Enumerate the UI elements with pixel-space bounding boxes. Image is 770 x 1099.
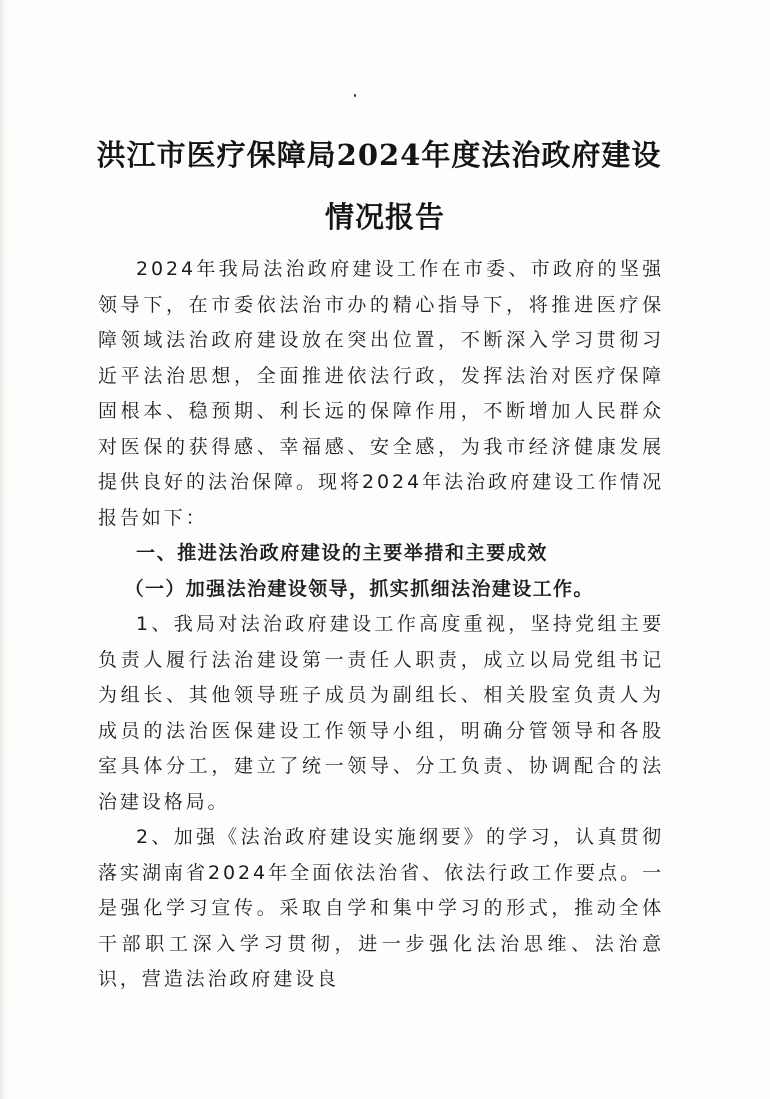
section-1-heading: 一、推进法治政府建设的主要举措和主要成效 [136,542,549,564]
subsection-1-heading: （一）加强法治建设领导，抓实抓细法治建设工作。 [124,577,594,600]
scan-speck [354,94,356,97]
intro-paragraph: 2024年我局法治政府建设工作在市委、市政府的坚强领导下，在市委依法治市办的精心指导下，将推进医疗保障领域法治政府建设放在突出位置，不断深入学习贯彻习近平法治思想，全面推进依法行政，发挥法治对医疗保障固根本、稳预期、利长远的保障作用，不断增加人民群众对医保的获得感、幸福感、安全感，为我市经济健康发展提供良好的法治保障。现将2024年法治政府建设工作情况报告如下： [98,258,664,529]
document-title-line-1: 洪江市医疗保障局2024年度法治政府建设 [96,138,662,172]
document-title-line-2: 情况报告 [324,200,445,234]
document-body [98,252,664,998]
item-2-paragraph: 2、加强《法治政府建设实施纲要》的学习，认真贯彻落实湖南省2024年全面依法治省、依法行政工作要点。一是强化学习宣传。采取自学和集中学习的形式，推动全体干部职工深入学习贯彻，进一步强化法治思维、法治意识，营造法治政府建设良 [98,826,664,990]
item-1-paragraph: 1、我局对法治政府建设工作高度重视，坚持党组主要负责人履行法治建设第一责任人职责，成立以局党组书记为组长、其他领导班子成员为副组长、相关股室负责人为成员的法治医保建设工作领导小组，明确分管领导和各股室具体分工，建立了统一领导、分工负责、协调配合的法治建设格局。 [98,613,664,813]
